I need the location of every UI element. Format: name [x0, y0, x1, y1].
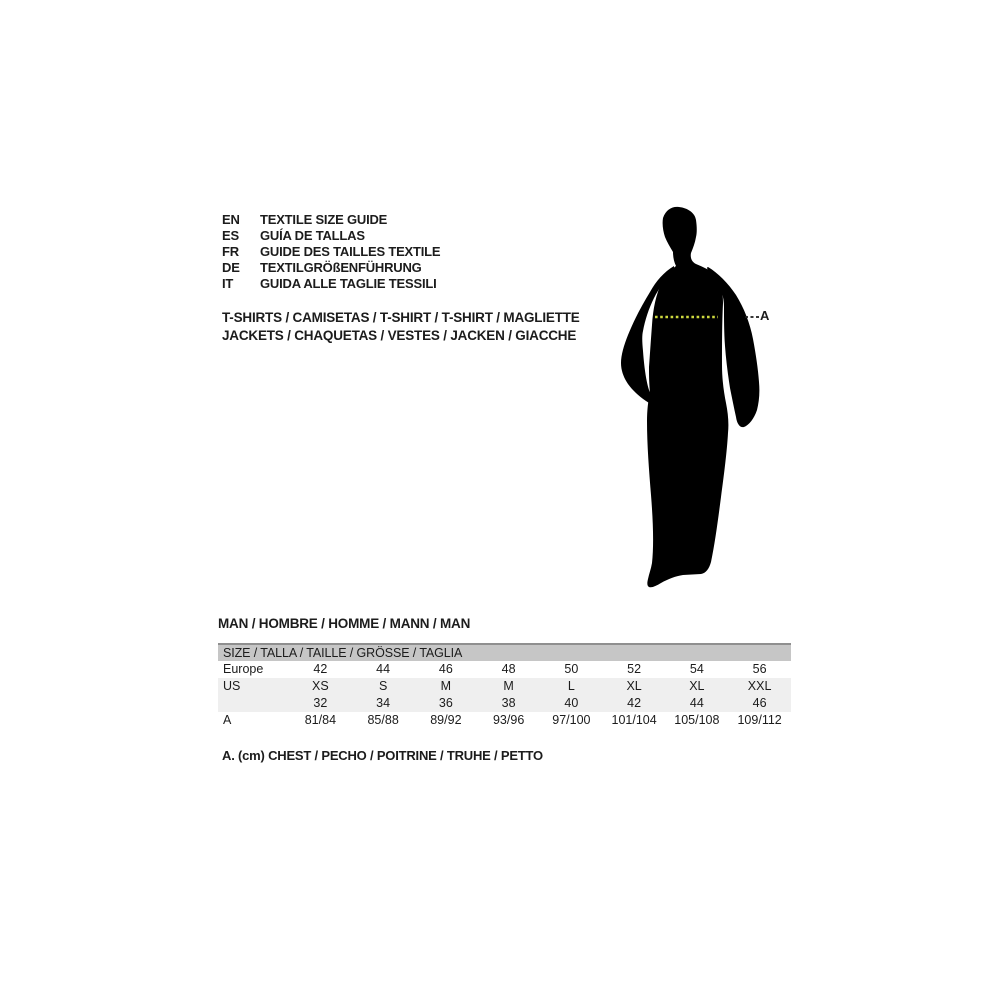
row-label: A [223, 713, 232, 727]
language-code: FR [222, 244, 239, 259]
size-value: 52 [627, 662, 642, 676]
size-value: 40 [564, 696, 579, 710]
language-code: ES [222, 228, 239, 243]
guide-title: TEXTILGRÖßENFÜHRUNG [260, 260, 422, 275]
size-value: XL [626, 679, 642, 693]
size-value: 89/92 [430, 713, 462, 727]
size-value: 93/96 [492, 713, 525, 727]
list-item [222, 276, 440, 292]
list-item [222, 212, 440, 228]
row-label [218, 695, 289, 712]
size-value: 42 [313, 662, 328, 676]
size-value: 97/100 [552, 713, 591, 727]
size-value: 42 [627, 696, 642, 710]
size-table [218, 643, 791, 729]
size-value: M [440, 679, 452, 693]
row-label: US [223, 679, 241, 693]
guide-title: GUIDA ALLE TAGLIE TESSILI [260, 276, 437, 291]
size-value: 54 [689, 662, 704, 676]
size-value: 44 [689, 696, 704, 710]
category-jackets: JACKETS / CHAQUETAS / VESTES / JACKEN / GIACCHE [222, 328, 577, 343]
list-item [222, 260, 440, 276]
size-value: 34 [376, 696, 391, 710]
size-value: 38 [501, 696, 516, 710]
category-tshirts: T-SHIRTS / CAMISETAS / T-SHIRT / T-SHIRT / MAGLIETTE [222, 310, 580, 325]
body-silhouette [647, 207, 728, 587]
size-value: M [503, 679, 514, 693]
table-row-chest-a [218, 712, 791, 729]
size-value: 56 [752, 662, 767, 676]
man-silhouette-figure [618, 205, 778, 595]
measurement-footnote: A. (cm) CHEST / PECHO / POITRINE / TRUHE / PETTO [222, 748, 543, 763]
table-row-us [218, 678, 791, 695]
list-item [222, 228, 440, 244]
guide-title: TEXTILE SIZE GUIDE [260, 212, 388, 227]
section-title-man: MAN / HOMBRE / HOMME / MANN / MAN [218, 616, 471, 631]
size-value: L [567, 679, 575, 693]
size-value: XXL [747, 679, 772, 693]
size-value: 44 [376, 662, 391, 676]
size-value: 36 [438, 696, 453, 710]
size-value: 81/84 [304, 713, 337, 727]
guide-title: GUIDE DES TAILLES TEXTILE [260, 244, 441, 259]
size-value: XS [312, 679, 329, 693]
table-row-numeric [218, 695, 791, 712]
row-label: Europe [223, 662, 264, 676]
man-silhouette-svg [618, 205, 778, 595]
size-value: 50 [564, 662, 579, 676]
size-value: 105/108 [674, 713, 720, 727]
size-value: 46 [438, 662, 453, 676]
size-value: 109/112 [737, 713, 782, 727]
size-table-header: SIZE / TALLA / TAILLE / GRÖSSE / TAGLIA [218, 643, 791, 661]
size-value: 101/104 [611, 713, 657, 727]
size-value: 48 [501, 662, 516, 676]
language-guide-list [222, 212, 440, 292]
size-value: XL [689, 679, 705, 693]
language-code: DE [222, 260, 240, 275]
size-value: 46 [752, 696, 767, 710]
size-value: 85/88 [367, 713, 399, 727]
list-item [222, 244, 440, 260]
measure-label-a: A [760, 308, 770, 323]
size-value: 32 [313, 696, 328, 710]
language-code: IT [222, 276, 234, 291]
garment-categories [222, 309, 580, 345]
size-value: S [378, 679, 388, 693]
table-row-europe [218, 661, 791, 678]
language-code: EN [222, 212, 240, 227]
guide-title: GUÍA DE TALLAS [260, 228, 365, 243]
